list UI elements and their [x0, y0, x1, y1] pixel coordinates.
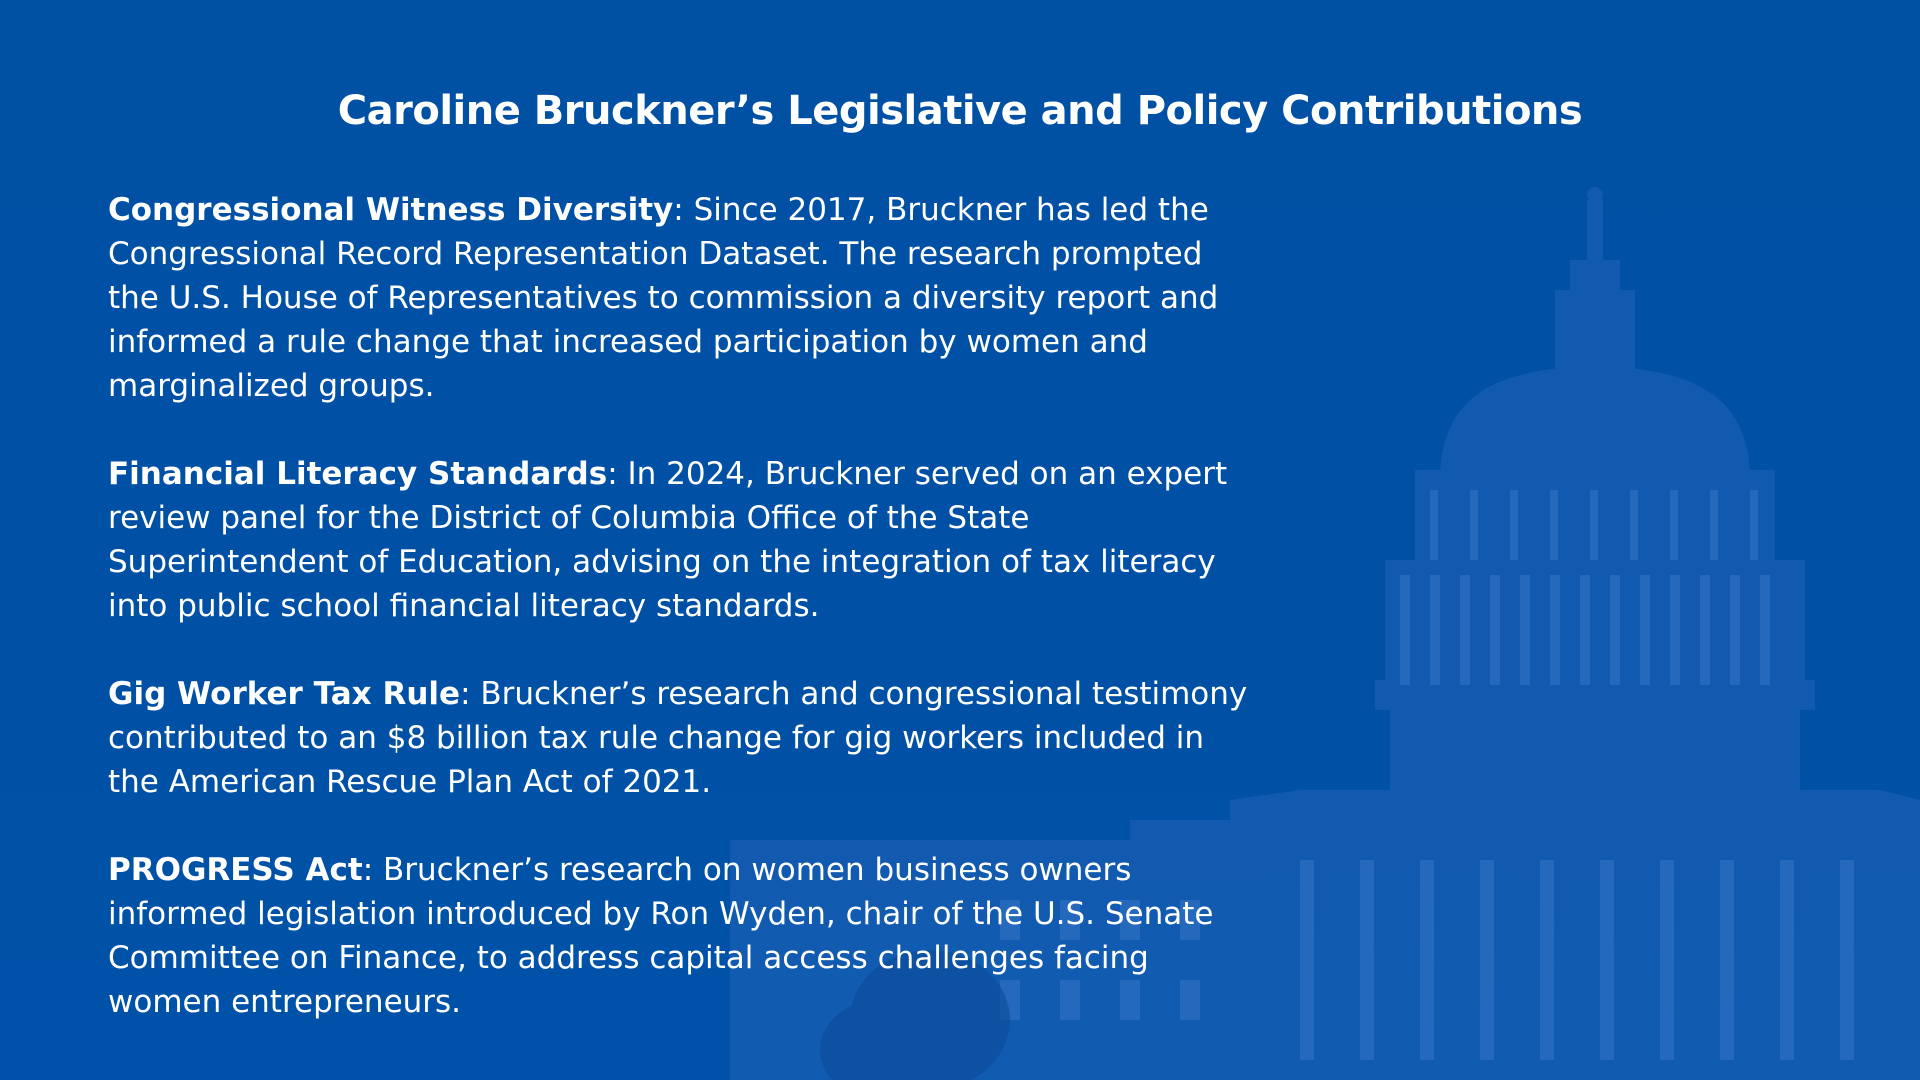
page-title: Caroline Bruckner’s Legislative and Policy Contributions [337, 88, 1583, 134]
contribution-term: Financial Literacy Standards [108, 456, 608, 492]
contribution-term: Congressional Witness Diversity [108, 192, 674, 228]
contribution-progress-act [108, 848, 1258, 1024]
contribution-witness-diversity [108, 188, 1258, 408]
contributions-list [108, 188, 1258, 1068]
contribution-gig-worker [108, 672, 1258, 804]
contribution-text: : Bruckner’s research on women business owners informed legislation introduced by Ron Wyden, chair of the U.S. Senate Committee on Finance, to address capital access challenges facing women entrepreneurs. [108, 852, 1214, 1020]
contribution-financial-literacy [108, 452, 1258, 628]
contribution-term: Gig Worker Tax Rule [108, 676, 461, 712]
contribution-text: : Since 2017, Bruckner has led the Congressional Record Representation Dataset. The research prompted the U.S. House of Representatives to commission a diversity report and informed a rule change that increased participation by women and marginalized groups. [108, 192, 1219, 404]
contribution-text: : In 2024, Bruckner served on an expert review panel for the District of Columbia Office of the State Superintendent of Education, advising on the integration of tax literacy into public school financial literacy standards. [108, 456, 1228, 624]
contribution-text: : Bruckner’s research and congressional testimony contributed to an $8 billion tax rule change for gig workers included in the American Rescue Plan Act of 2021. [108, 676, 1248, 800]
contribution-term: PROGRESS Act [108, 852, 363, 888]
